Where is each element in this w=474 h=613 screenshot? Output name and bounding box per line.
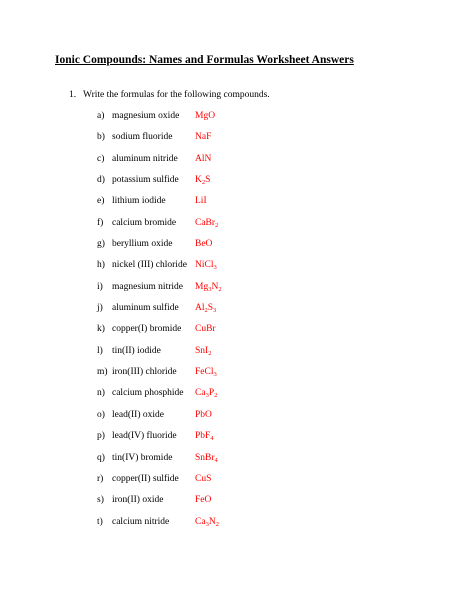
compound-name: tin(IV) bromide <box>112 452 173 463</box>
formula-part: NaF <box>195 132 212 143</box>
formula-part: CaBr <box>195 217 216 228</box>
formula-subscript: 3 <box>213 371 217 379</box>
formula-part: K <box>195 175 202 186</box>
list-item <box>0 303 474 324</box>
formula-subscript: 2 <box>214 392 218 400</box>
formula-subscript: 3 <box>205 520 209 528</box>
formula-answer <box>195 239 212 249</box>
formula-part: S <box>207 303 214 314</box>
formula-subscript: 2 <box>201 179 206 187</box>
formula-answer <box>195 175 210 185</box>
formula-answer <box>195 154 211 164</box>
item-letter: g) <box>97 239 105 250</box>
item-letter: q) <box>97 452 105 463</box>
compound-name: calcium bromide <box>112 217 177 228</box>
formula-part: AlN <box>195 153 212 164</box>
list-item <box>0 154 474 175</box>
list-item <box>0 388 474 409</box>
formula-answer <box>195 431 214 441</box>
formula-subscript: 4 <box>210 435 214 443</box>
formula-answer <box>195 218 218 228</box>
formula-part: N <box>211 281 219 292</box>
list-item <box>0 196 474 217</box>
formula-answer <box>195 111 215 121</box>
formula-part: N <box>208 516 216 527</box>
formula-subscript: 4 <box>214 456 218 464</box>
formula-subscript: 3 <box>213 264 217 272</box>
formula-part: Al <box>195 303 205 314</box>
formula-part: BeO <box>195 239 213 250</box>
list-item <box>0 175 474 196</box>
compound-name: iron(II) oxide <box>112 495 164 506</box>
formula-subscript: 2 <box>215 520 219 528</box>
formula-part: MgO <box>195 111 216 121</box>
formula-answer <box>195 453 218 463</box>
compound-name: magnesium nitride <box>112 281 183 292</box>
formula-part: FeO <box>195 495 212 506</box>
formula-part: Ca <box>195 388 206 399</box>
item-letter: r) <box>97 473 104 484</box>
formula-answer <box>195 324 216 334</box>
item-letter: h) <box>97 260 105 271</box>
item-letter: c) <box>97 153 105 164</box>
formula-part: LiI <box>195 196 207 207</box>
formula-part: PbO <box>195 409 212 420</box>
list-item <box>0 239 474 260</box>
formula-subscript: 2 <box>208 349 212 357</box>
formula-answer <box>195 346 211 356</box>
list-item <box>0 218 474 239</box>
formula-part: SnI <box>195 345 209 356</box>
question-number: 1. <box>69 90 77 100</box>
compound-name: calcium nitride <box>112 516 170 527</box>
compound-name: tin(II) iodide <box>112 345 161 356</box>
list-item <box>0 132 474 153</box>
compound-name: aluminum sulfide <box>112 303 179 314</box>
item-letter: o) <box>97 409 105 420</box>
list-item <box>0 282 474 303</box>
list-item <box>0 260 474 281</box>
formula-subscript: 3 <box>213 307 217 315</box>
compound-list <box>0 111 474 538</box>
item-letter: n) <box>97 388 105 399</box>
formula-subscript: 3 <box>208 285 212 293</box>
item-letter: e) <box>97 196 105 207</box>
question-text: Write the formulas for the following compounds. <box>83 90 270 100</box>
formula-part: Mg <box>195 281 209 292</box>
formula-answer <box>195 410 212 420</box>
compound-name: aluminum nitride <box>112 153 178 164</box>
compound-name: potassium sulfide <box>112 175 179 186</box>
compound-name: lead(II) oxide <box>112 409 164 420</box>
compound-name: copper(I) bromide <box>112 324 182 335</box>
formula-subscript: 2 <box>218 285 222 293</box>
formula-part: SnBr <box>195 452 215 463</box>
compound-name: beryllium oxide <box>112 239 173 250</box>
formula-answer <box>195 517 219 527</box>
item-letter: k) <box>97 324 105 335</box>
item-letter: a) <box>97 111 105 121</box>
item-letter: i) <box>97 281 103 292</box>
list-item <box>0 367 474 388</box>
formula-answer <box>195 388 217 398</box>
compound-name: nickel (III) chloride <box>112 260 187 271</box>
list-item <box>0 474 474 495</box>
formula-part: P <box>208 388 215 399</box>
compound-name: magnesium oxide <box>112 111 180 121</box>
formula-answer <box>195 474 211 484</box>
compound-name: lead(IV) fluoride <box>112 431 177 442</box>
list-item <box>0 495 474 516</box>
formula-answer <box>195 132 211 142</box>
item-letter: d) <box>97 175 105 186</box>
formula-answer <box>195 495 211 505</box>
item-letter: p) <box>97 431 105 442</box>
formula-answer <box>195 260 217 270</box>
item-letter: s) <box>97 495 104 506</box>
list-item <box>0 410 474 431</box>
compound-name: lithium iodide <box>112 196 166 207</box>
formula-part: S <box>205 175 211 186</box>
list-item <box>0 346 474 367</box>
formula-subscript: 3 <box>205 392 209 400</box>
formula-answer <box>195 282 222 292</box>
item-letter: f) <box>97 217 104 228</box>
formula-part: CuS <box>195 473 212 484</box>
item-letter: t) <box>97 516 103 527</box>
list-item <box>0 453 474 474</box>
compound-name: iron(III) chloride <box>112 367 177 378</box>
item-letter: m) <box>97 367 108 378</box>
formula-part: FeCl <box>195 367 214 378</box>
formula-part: PbF <box>195 431 211 442</box>
page-title: Ionic Compounds: Names and Formulas Worksheet Answers <box>55 54 354 66</box>
list-item <box>0 431 474 452</box>
formula-answer <box>195 367 217 377</box>
item-letter: j) <box>97 303 103 314</box>
item-letter: b) <box>97 132 105 143</box>
compound-name: calcium phosphide <box>112 388 184 399</box>
formula-subscript: 2 <box>215 221 219 229</box>
formula-answer <box>195 303 216 313</box>
list-item <box>0 111 474 132</box>
formula-part: NiCl <box>195 260 214 271</box>
formula-subscript: 2 <box>204 307 208 315</box>
formula-part: CuBr <box>195 324 216 335</box>
list-item <box>0 324 474 345</box>
compound-name: sodium fluoride <box>112 132 173 143</box>
compound-name: copper(II) sulfide <box>112 473 179 484</box>
list-item <box>0 517 474 538</box>
formula-answer <box>195 196 207 206</box>
formula-part: Ca <box>195 516 206 527</box>
item-letter: l) <box>97 345 103 356</box>
